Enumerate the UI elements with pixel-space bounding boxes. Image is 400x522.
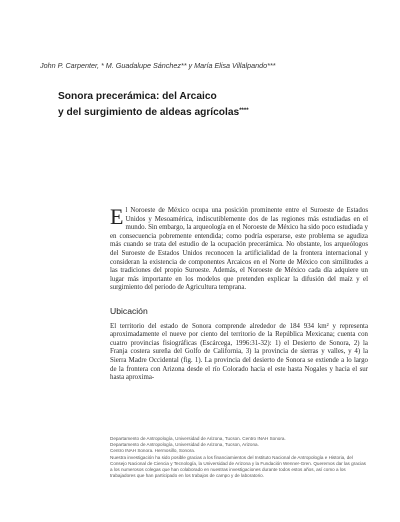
title-line-1: Sonora precerámica: del Arcaico [58,91,217,102]
authors-line: John P. Carpenter, * M. Guadalupe Sánchez** y María Elisa Villalpando*** [40,61,276,70]
footnote-2: Departamento de Antropología, Universidad de Arizona, Tucson, Arizona. [110,442,259,448]
section-heading-ubicacion: Ubicación [110,305,148,316]
drop-cap: E [110,204,124,229]
footnote-1: Departamento de Antropología, Universidad de Arizona, Tucson. Centro INAH Sonora. [110,436,286,441]
footnotes [110,436,368,479]
ubicacion-paragraph: El territorio del estado de Sonora comprende alrededor de 184 934 km² y representa aproximadamente el nueve por ciento del territorio de la República Mexicana; cuenta con cuatro provincias fisiográficas (Escárcega, 1996:31-32): 1) el Desierto de Sonora, 2) la Franja costera sureña del Golfo de California, 3) la provincia de sierras y valles, y 4) la Sierra Madre Occidental (fig. 1). La provincia del desierto de Sonora se extiende a lo largo de la frontera con Arizona desde el río Colorado hacia el este hasta Nogales y hacia el sur hasta aproxima- [110,322,368,382]
title-footnote-mark: **** [239,108,249,114]
footnote-3: Centro INAH Sonora. Hermosillo, Sonora. [110,448,196,454]
article-title [58,90,358,120]
article-body [110,204,368,383]
intro-paragraph: El Noroeste de México ocupa una posición prominente entre el Suroeste de Estados Unidos y Mesoamérica, indiscutiblemente dos de las regiones más estudiadas en el mundo. Sin embargo, la arqueología en el Noroeste de México ha sido poco estudiada y en consecuencia pobremente entendida; como podría esperarse, este problema se agudiza más cuando se trata del estudio de la ocupación precerámica. No obstante, los arqueólogos del Suroeste de Estados Unidos reconocen la artificialidad de la frontera internacional y consideran la existencia de componentes Arcaicos en el Norte de México con similitudes a las tradiciones del propio Suroeste. Además, el Noroeste de México cada día adquiere un lugar más importante en los modelos que pretenden explicar la difusión del maíz y el surgimiento del periodo de Agricultura temprana. [110,204,368,292]
title-line-2: y del surgimiento de aldeas agrícolas**** [58,107,249,118]
footnote-4: Nuestra investigación ha sido posible gracias a los financiamientos del Instituto Nacional de Antropología e Historia, del Consejo Nacional de Ciencia y Tecnología, la Universidad de Arizona y la Fundación Wenner-Gren. Queremos dar las gracias a los numerosos colegas que han colaborado en nuestras investigaciones durante todos estos años, así como a los trabajadores que han participado en los trabajos de campo y de laboratorio. [110,454,366,479]
